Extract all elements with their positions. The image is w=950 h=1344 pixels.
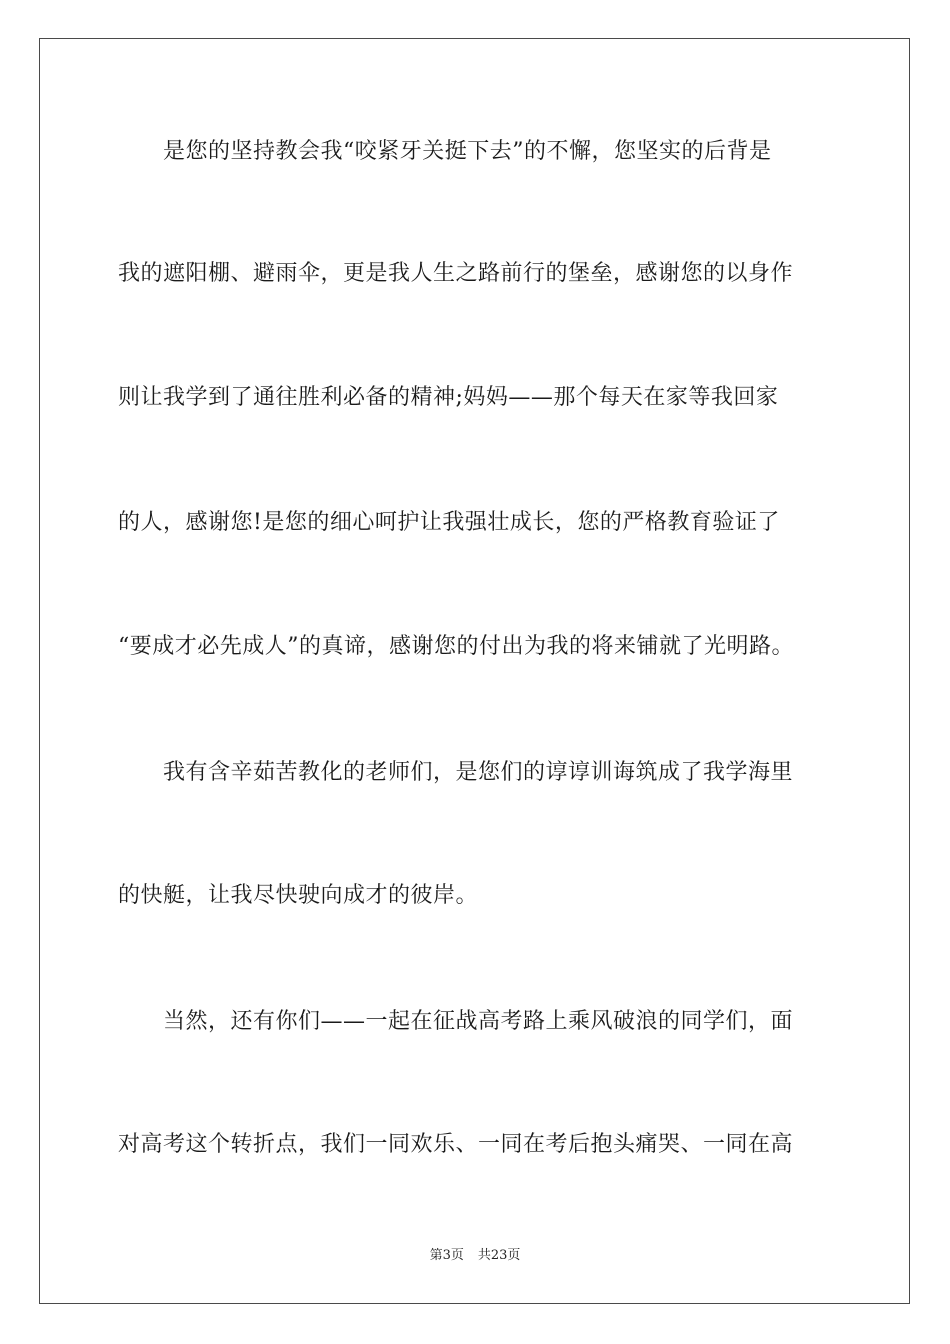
paragraph-line: 的人，感谢您!是您的细心呵护让我强壮成长，您的严格教育验证了 bbox=[118, 510, 780, 535]
paragraph-line: 的快艇，让我尽快驶向成才的彼岸。 bbox=[118, 883, 479, 908]
paragraph-line: 是您的坚持教会我“咬紧牙关挺下去”的不懈，您坚实的后背是 bbox=[163, 139, 772, 164]
page-footer bbox=[0, 1246, 950, 1266]
page-number: 第3页 bbox=[429, 1248, 464, 1263]
paragraph-line: 当然，还有你们——一起在征战高考路上乘风破浪的同学们，面 bbox=[163, 1009, 794, 1034]
paragraph-line: “要成才必先成人”的真谛，感谢您的付出为我的将来铺就了光明路。 bbox=[118, 634, 794, 659]
paragraph-line: 我有含辛茹苦教化的老师们，是您们的谆谆训诲筑成了我学海里 bbox=[163, 760, 794, 785]
page-border bbox=[39, 38, 910, 1304]
paragraph-line: 我的遮阳棚、避雨伞，更是我人生之路前行的堡垒，感谢您的以身作 bbox=[118, 261, 794, 286]
paragraph-line: 对高考这个转折点，我们一同欢乐、一同在考后抱头痛哭、一同在高 bbox=[118, 1132, 794, 1157]
paragraph-line: 则让我学到了通往胜利必备的精神;妈妈——那个每天在家等我回家 bbox=[118, 385, 779, 410]
page-total: 共23页 bbox=[477, 1248, 521, 1263]
